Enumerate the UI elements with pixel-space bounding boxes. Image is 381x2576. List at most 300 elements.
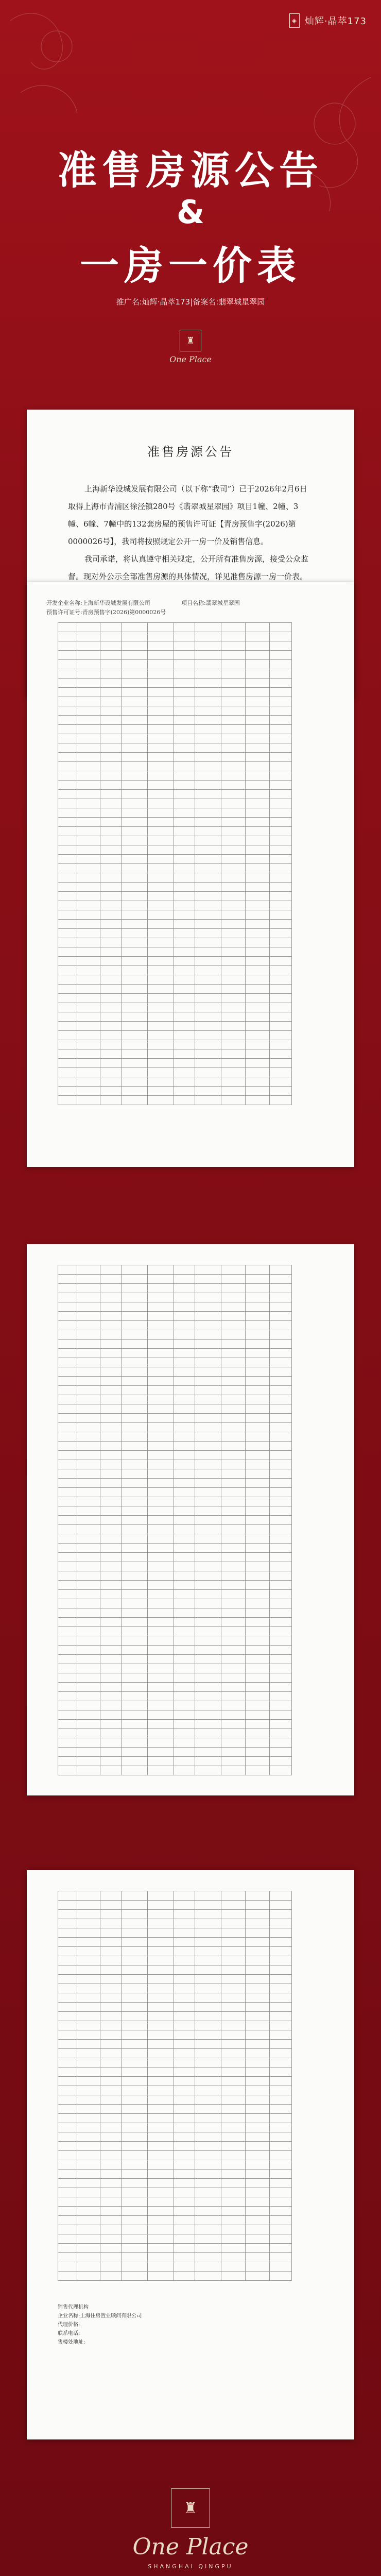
project-subtitle: 推广名:灿辉·晶萃173|备案名:翡翠城星翠园 — [116, 297, 265, 307]
table-cell — [58, 1692, 77, 1701]
table-cell — [148, 2225, 174, 2234]
table-cell — [77, 2151, 100, 2160]
table-cell — [195, 947, 221, 957]
table-cell — [100, 1919, 122, 1928]
table-cell — [246, 920, 270, 929]
table-cell — [174, 808, 195, 818]
table-cell — [174, 2272, 195, 2281]
table-cell — [221, 1414, 246, 1423]
table-cell — [221, 1330, 246, 1340]
table-cell — [148, 1293, 174, 1302]
table-cell — [195, 985, 221, 994]
table-cell — [270, 1358, 292, 1367]
table-cell — [270, 910, 292, 920]
table-cell — [148, 845, 174, 855]
bottom-logo-script: One Place — [132, 2534, 249, 2560]
table-cell — [77, 1040, 100, 1049]
table-row — [58, 1571, 292, 1581]
table-row — [58, 920, 292, 929]
table-cell — [270, 1646, 292, 1655]
table-cell — [122, 1330, 148, 1340]
table-cell — [246, 1938, 270, 1947]
table-cell — [77, 920, 100, 929]
table-cell — [58, 1919, 77, 1928]
table-cell — [221, 901, 246, 910]
table-cell — [77, 1087, 100, 1096]
table-cell — [100, 855, 122, 864]
table-cell — [174, 975, 195, 985]
table-cell — [148, 966, 174, 975]
table-cell — [195, 1077, 221, 1087]
table-cell — [195, 1340, 221, 1349]
table-cell — [100, 1386, 122, 1395]
table-cell — [270, 1497, 292, 1506]
table-cell — [270, 1275, 292, 1284]
table-cell — [174, 1302, 195, 1312]
table-cell — [246, 1460, 270, 1469]
table-cell — [100, 1395, 122, 1404]
table-cell — [270, 2272, 292, 2281]
table-cell — [122, 1077, 148, 1087]
table-cell — [77, 632, 100, 641]
table-cell — [174, 1683, 195, 1692]
table-cell — [195, 1377, 221, 1386]
table-row — [58, 1748, 292, 1757]
table-cell — [246, 1068, 270, 1077]
bottom-logo-caption: SHANGHAI QINGPU — [148, 2563, 233, 2570]
table-cell — [174, 1312, 195, 1321]
table-cell — [221, 1451, 246, 1460]
table-cell — [58, 836, 77, 845]
table-cell — [195, 762, 221, 771]
table-cell — [122, 957, 148, 966]
table-cell — [174, 1003, 195, 1012]
table-cell — [77, 2030, 100, 2040]
table-row — [58, 947, 292, 957]
table-cell — [195, 1479, 221, 1488]
table-cell — [58, 1636, 77, 1646]
table-cell — [174, 1692, 195, 1701]
table-cell — [174, 1562, 195, 1571]
table-cell — [195, 1022, 221, 1031]
table-cell — [270, 1012, 292, 1022]
table-cell — [100, 2086, 122, 2095]
table-cell — [195, 1049, 221, 1059]
table-cell — [246, 1404, 270, 1414]
table-cell — [221, 1984, 246, 1993]
table-cell — [77, 2012, 100, 2021]
table-row — [58, 1479, 292, 1488]
table-cell — [122, 1993, 148, 2003]
table-cell — [270, 1442, 292, 1451]
table-row — [58, 985, 292, 994]
table-row — [58, 1321, 292, 1330]
table-cell — [100, 2225, 122, 2234]
table-cell — [58, 2040, 77, 2049]
table-cell — [246, 1748, 270, 1757]
table-cell — [58, 910, 77, 920]
table-cell — [174, 1738, 195, 1748]
table-cell — [270, 1891, 292, 1901]
table-row — [58, 2040, 292, 2049]
table-cell — [77, 845, 100, 855]
table-cell — [174, 1748, 195, 1757]
table-cell — [77, 1312, 100, 1321]
table-cell — [246, 1479, 270, 1488]
table-cell — [77, 1302, 100, 1312]
table-cell — [122, 1386, 148, 1395]
table-cell — [195, 2179, 221, 2188]
table-cell — [195, 1581, 221, 1590]
table-row — [58, 2049, 292, 2058]
table-cell — [58, 1012, 77, 1022]
table-row — [58, 1729, 292, 1738]
table-cell — [221, 985, 246, 994]
table-cell — [148, 2262, 174, 2272]
table-cell — [148, 1710, 174, 1720]
table-cell — [77, 1571, 100, 1581]
table-cell — [195, 975, 221, 985]
table-cell — [174, 1265, 195, 1275]
table-row — [58, 808, 292, 818]
table-cell — [246, 753, 270, 762]
table-cell — [221, 1720, 246, 1729]
table-cell — [148, 1919, 174, 1928]
table-cell — [148, 1984, 174, 1993]
table-cell — [100, 1349, 122, 1358]
table-cell — [100, 1022, 122, 1031]
table-cell — [148, 920, 174, 929]
table-cell — [148, 799, 174, 808]
table-cell — [100, 1451, 122, 1460]
table-cell — [174, 1414, 195, 1423]
table-cell — [58, 1312, 77, 1321]
table-cell — [148, 1928, 174, 1938]
table-cell — [58, 2030, 77, 2040]
table-cell — [221, 1710, 246, 1720]
table-cell — [195, 2272, 221, 2281]
table-cell — [270, 2262, 292, 2272]
table-cell — [148, 2003, 174, 2012]
table-cell — [195, 1087, 221, 1096]
table-cell — [100, 781, 122, 790]
table-cell — [100, 1636, 122, 1646]
table-cell — [100, 1710, 122, 1720]
table-cell — [221, 771, 246, 781]
table-row — [58, 1710, 292, 1720]
table-cell — [122, 1975, 148, 1984]
table-cell — [77, 1077, 100, 1087]
table-cell — [58, 1757, 77, 1766]
table-row — [58, 2067, 292, 2077]
table-row — [58, 1497, 292, 1506]
table-cell — [58, 1748, 77, 1757]
table-cell — [100, 883, 122, 892]
table-row — [58, 651, 292, 660]
table-cell — [246, 1599, 270, 1608]
table-cell — [195, 1729, 221, 1738]
table-cell — [246, 2216, 270, 2225]
table-cell — [122, 1068, 148, 1077]
table-cell — [246, 994, 270, 1003]
table-row — [58, 1284, 292, 1293]
table-cell — [221, 1544, 246, 1553]
table-cell — [246, 1386, 270, 1395]
table-cell — [77, 1049, 100, 1059]
table-cell — [174, 2244, 195, 2253]
table-cell — [195, 1891, 221, 1901]
table-cell — [77, 2197, 100, 2207]
table-cell — [77, 1928, 100, 1938]
table-cell — [174, 1599, 195, 1608]
table-cell — [100, 845, 122, 855]
table-cell — [195, 2132, 221, 2142]
table-cell — [221, 845, 246, 855]
table-cell — [195, 1302, 221, 1312]
table-cell — [270, 1432, 292, 1442]
table-cell — [174, 2262, 195, 2272]
table-cell — [270, 2003, 292, 2012]
table-cell — [122, 1655, 148, 1664]
table-cell — [77, 623, 100, 632]
table-cell — [77, 938, 100, 947]
table-cell — [148, 1312, 174, 1321]
mid-logo-script: One Place — [169, 354, 212, 364]
table-cell — [148, 669, 174, 679]
table-cell — [221, 1534, 246, 1544]
table-cell — [195, 1423, 221, 1432]
table-cell — [221, 1479, 246, 1488]
table-cell — [221, 2058, 246, 2067]
table-cell — [58, 641, 77, 651]
table-cell — [174, 1432, 195, 1442]
table-cell — [77, 1562, 100, 1571]
table-cell — [221, 641, 246, 651]
table-cell — [100, 1975, 122, 1984]
table-cell — [100, 920, 122, 929]
table-cell — [195, 632, 221, 641]
table-cell — [122, 1059, 148, 1068]
table-cell — [195, 2197, 221, 2207]
table-cell — [270, 2105, 292, 2114]
table-cell — [122, 669, 148, 679]
table-cell — [77, 1012, 100, 1022]
table-cell — [148, 1956, 174, 1965]
table-cell — [174, 2058, 195, 2067]
table-cell — [77, 706, 100, 716]
table-cell — [58, 1956, 77, 1965]
table-row — [58, 901, 292, 910]
table-cell — [122, 1636, 148, 1646]
table-cell — [148, 818, 174, 827]
table-cell — [246, 1284, 270, 1293]
table-cell — [148, 1460, 174, 1469]
table-cell — [100, 688, 122, 697]
table-cell — [100, 1068, 122, 1077]
floral-ornament-top-left — [0, 0, 154, 155]
table-cell — [122, 1984, 148, 1993]
crest-icon: ♜ — [180, 330, 201, 351]
table-cell — [77, 836, 100, 845]
table-cell — [122, 660, 148, 669]
table-cell — [246, 1497, 270, 1506]
table-row — [58, 1544, 292, 1553]
table-cell — [100, 1525, 122, 1534]
table-row — [58, 1673, 292, 1683]
table-cell — [195, 1646, 221, 1655]
table-cell — [195, 2123, 221, 2132]
table-cell — [246, 2151, 270, 2160]
table-cell — [174, 1993, 195, 2003]
table-cell — [100, 790, 122, 799]
table-cell — [221, 2170, 246, 2179]
table-cell — [122, 2086, 148, 2095]
table-cell — [221, 1757, 246, 1766]
table-row — [58, 1608, 292, 1618]
table-cell — [174, 1087, 195, 1096]
table-cell — [246, 771, 270, 781]
table-cell — [246, 623, 270, 632]
table-cell — [122, 1710, 148, 1720]
table-cell — [270, 651, 292, 660]
table-cell — [77, 1993, 100, 2003]
table-cell — [58, 2067, 77, 2077]
table-cell — [270, 2030, 292, 2040]
table-cell — [270, 1738, 292, 1748]
table-cell — [195, 1947, 221, 1956]
table-cell — [122, 1031, 148, 1040]
table-cell — [246, 1321, 270, 1330]
table-cell — [122, 1293, 148, 1302]
table-cell — [195, 827, 221, 836]
table-cell — [174, 1956, 195, 1965]
table-cell — [148, 1349, 174, 1358]
table-cell — [77, 1590, 100, 1599]
table-cell — [221, 1608, 246, 1618]
table-cell — [174, 1330, 195, 1340]
table-cell — [58, 2086, 77, 2095]
table-cell — [221, 2262, 246, 2272]
table-cell — [221, 1910, 246, 1919]
table-cell — [195, 910, 221, 920]
title-line-2: 一房一价表 — [80, 243, 301, 289]
table-cell — [246, 1302, 270, 1312]
table-row — [58, 1423, 292, 1432]
table-cell — [221, 1460, 246, 1469]
table-cell — [100, 641, 122, 651]
table-cell — [148, 2114, 174, 2123]
table-cell — [122, 2021, 148, 2030]
table-cell — [270, 1049, 292, 1059]
table-cell — [174, 1284, 195, 1293]
table-cell — [195, 1562, 221, 1571]
table-cell — [270, 1710, 292, 1720]
table-cell — [148, 623, 174, 632]
table-cell — [246, 947, 270, 957]
table-cell — [148, 2197, 174, 2207]
table-cell — [246, 1673, 270, 1683]
table-cell — [174, 632, 195, 641]
table-cell — [77, 1414, 100, 1423]
table-cell — [174, 1516, 195, 1525]
table-cell — [195, 1321, 221, 1330]
table-cell — [77, 2142, 100, 2151]
table-cell — [77, 2067, 100, 2077]
table-cell — [221, 753, 246, 762]
table-cell — [58, 1506, 77, 1516]
table-cell — [221, 2021, 246, 2030]
table-cell — [148, 2067, 174, 2077]
table-cell — [58, 1590, 77, 1599]
table-row — [58, 1432, 292, 1442]
table-cell — [148, 2040, 174, 2049]
table-cell — [195, 2095, 221, 2105]
table-cell — [174, 2040, 195, 2049]
table-cell — [221, 910, 246, 920]
table-cell — [58, 706, 77, 716]
table-cell — [221, 2123, 246, 2132]
table-cell — [221, 1395, 246, 1404]
table-row — [58, 1488, 292, 1497]
table-cell — [77, 1068, 100, 1077]
table-cell — [195, 1096, 221, 1105]
table-cell — [100, 1003, 122, 1012]
table-cell — [148, 1891, 174, 1901]
table-cell — [221, 762, 246, 771]
table-cell — [58, 1993, 77, 2003]
table-cell — [122, 1321, 148, 1330]
table-cell — [58, 1404, 77, 1414]
table-cell — [270, 1919, 292, 1928]
table-cell — [148, 1701, 174, 1710]
table-cell — [122, 2253, 148, 2262]
table-cell — [270, 660, 292, 669]
table-cell — [100, 808, 122, 818]
table-cell — [221, 1022, 246, 1031]
table-cell — [195, 2225, 221, 2234]
table-cell — [221, 725, 246, 734]
table-cell — [58, 985, 77, 994]
table-cell — [246, 1636, 270, 1646]
table-cell — [58, 1683, 77, 1692]
table-cell — [148, 1012, 174, 1022]
announcement-heading: 准售房源公告 — [147, 445, 234, 459]
table-cell — [58, 2244, 77, 2253]
table-cell — [122, 1460, 148, 1469]
table-cell — [270, 1581, 292, 1590]
table-cell — [58, 1525, 77, 1534]
table-cell — [174, 781, 195, 790]
table-cell — [100, 985, 122, 994]
table-cell — [270, 1469, 292, 1479]
table-cell — [58, 957, 77, 966]
price-table — [58, 622, 292, 1105]
table-cell — [77, 2086, 100, 2095]
table-cell — [58, 2003, 77, 2012]
table-row — [58, 1077, 292, 1087]
table-cell — [270, 1965, 292, 1975]
table-cell — [100, 1404, 122, 1414]
table-cell — [58, 1646, 77, 1655]
table-cell — [270, 1460, 292, 1469]
table-cell — [221, 688, 246, 697]
table-cell — [246, 2272, 270, 2281]
table-cell — [122, 1928, 148, 1938]
table-cell — [270, 1701, 292, 1710]
table-cell — [270, 818, 292, 827]
table-cell — [148, 2021, 174, 2030]
table-cell — [148, 1910, 174, 1919]
